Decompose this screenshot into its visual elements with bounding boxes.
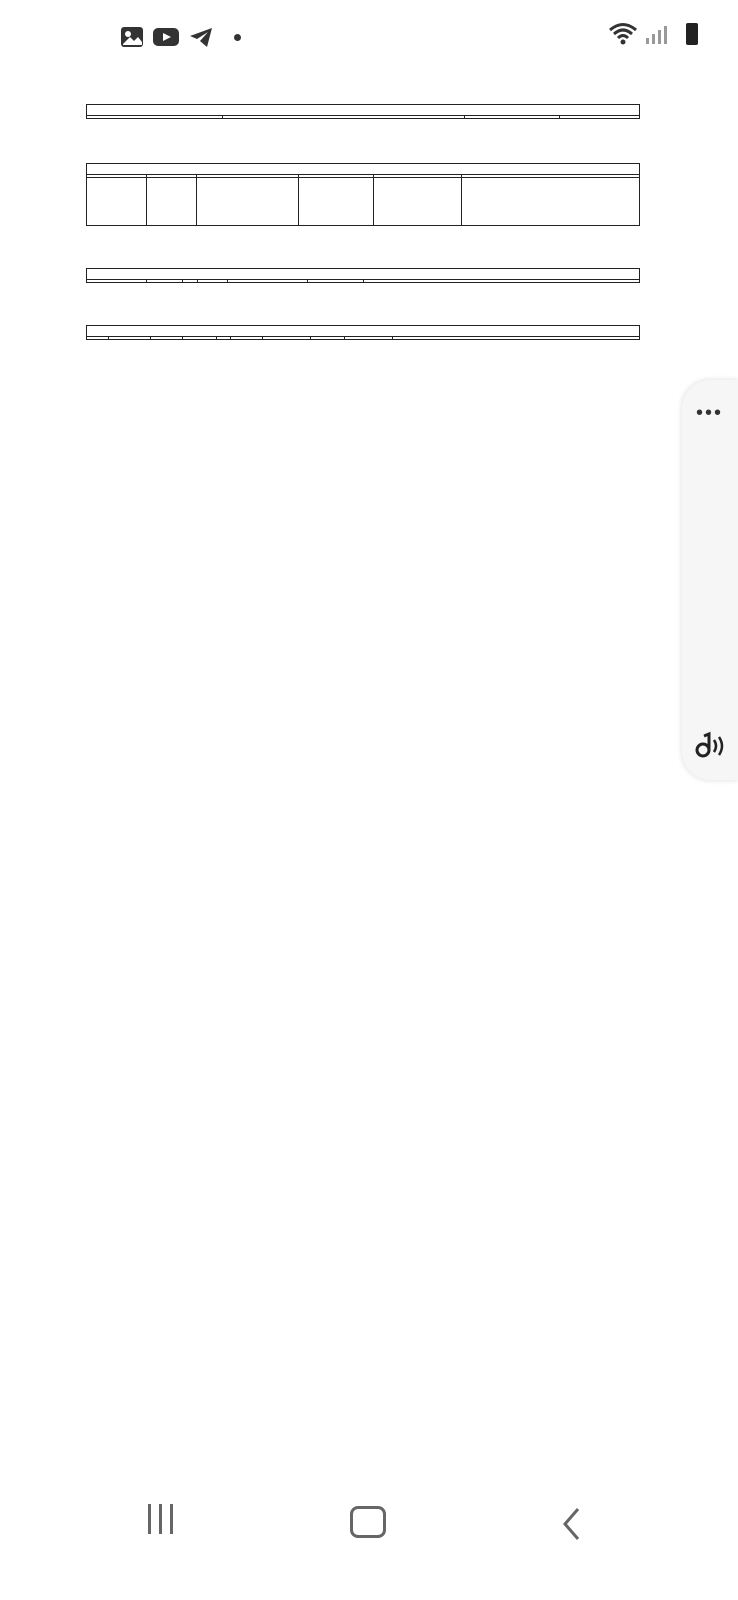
document xyxy=(86,60,639,340)
owners-table xyxy=(86,104,640,119)
cell xyxy=(299,178,374,226)
notification-icons xyxy=(120,26,241,48)
requests-header xyxy=(393,337,640,340)
burdens-title xyxy=(87,269,640,280)
requests-header xyxy=(217,337,231,340)
requests-header xyxy=(183,337,217,340)
youtube-icon xyxy=(152,26,180,48)
cell xyxy=(374,178,462,226)
more-icon[interactable]: ••• xyxy=(696,402,724,424)
status-bar xyxy=(0,0,738,66)
requests-header xyxy=(109,337,151,340)
wifi-icon xyxy=(608,22,638,46)
floating-panel[interactable] xyxy=(682,380,738,780)
back-button[interactable] xyxy=(560,1506,584,1542)
requests-header xyxy=(311,337,345,340)
objects-table xyxy=(86,163,640,226)
requests-table xyxy=(86,325,640,340)
owners-title xyxy=(87,105,640,116)
battery-icon xyxy=(686,23,698,45)
requests-header xyxy=(345,337,393,340)
recents-button[interactable] xyxy=(148,1504,173,1534)
requests-header xyxy=(231,337,263,340)
home-button[interactable] xyxy=(350,1506,386,1538)
cell xyxy=(87,178,147,226)
read-aloud-icon[interactable] xyxy=(692,728,728,764)
burdens-table xyxy=(86,268,640,283)
telegram-icon xyxy=(188,26,214,48)
signal-icon xyxy=(644,24,668,44)
status-right xyxy=(608,22,698,46)
dot-icon xyxy=(234,34,241,41)
cell xyxy=(462,178,640,226)
requests-header xyxy=(263,337,311,340)
requests-header xyxy=(87,337,109,340)
gallery-icon xyxy=(120,26,144,48)
cell xyxy=(197,178,299,226)
nav-bar xyxy=(0,1480,738,1600)
cell xyxy=(147,178,197,226)
requests-header xyxy=(151,337,183,340)
table-row xyxy=(87,178,640,226)
requests-title xyxy=(87,326,640,337)
objects-title xyxy=(87,164,640,175)
